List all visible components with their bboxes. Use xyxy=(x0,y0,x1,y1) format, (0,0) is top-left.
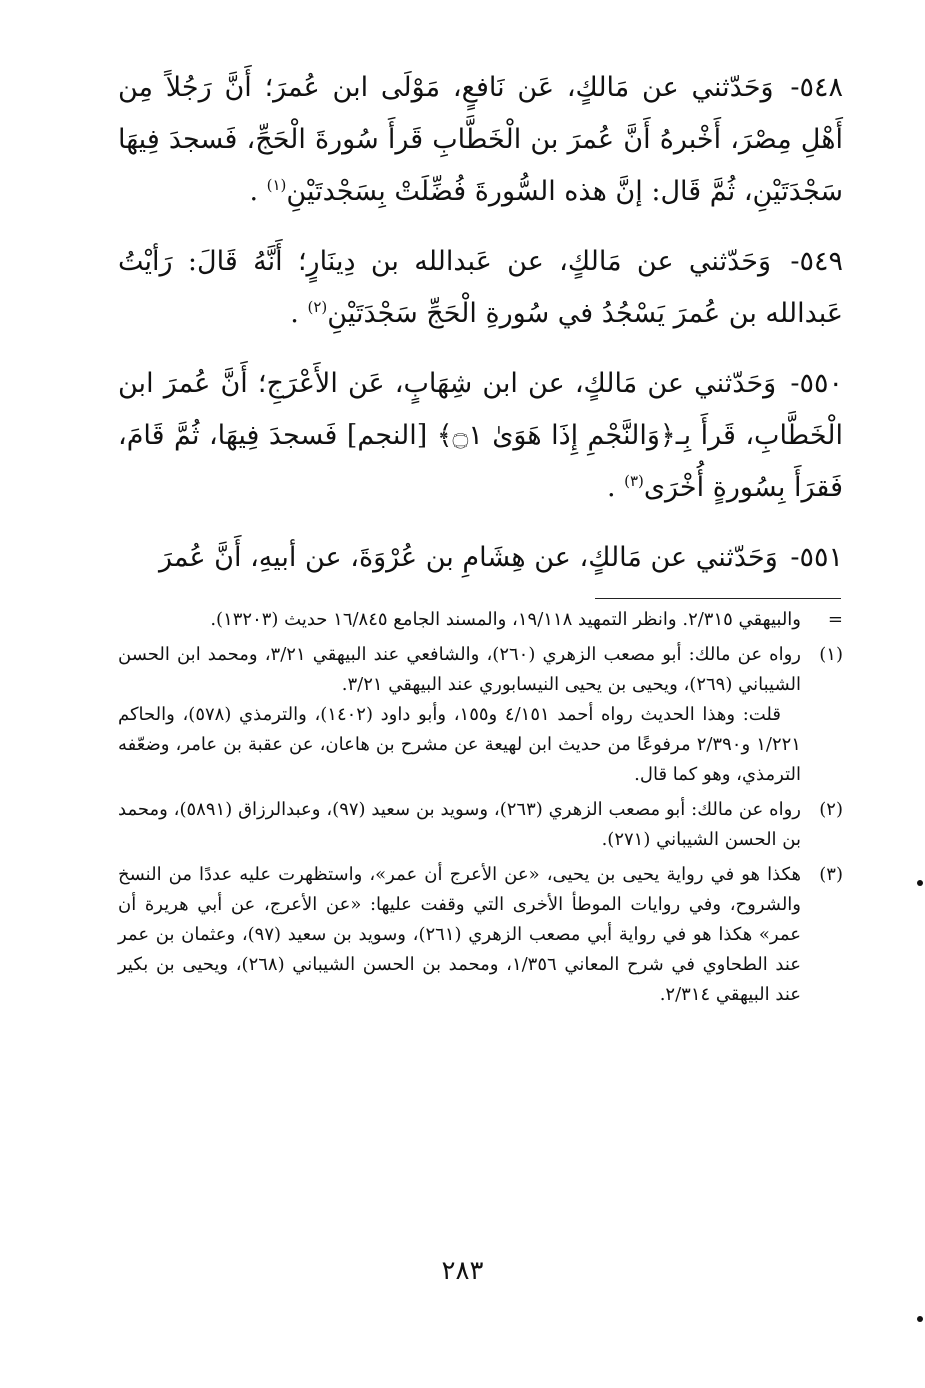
footnote-mark: (٢) xyxy=(819,799,843,820)
footnote-mark: (٣) xyxy=(819,864,843,885)
footnote-1 xyxy=(118,640,843,790)
footnote-paragraph: والبيهقي ٢/٣١٥. وانظر التمهيد ١٩/١١٨، والمسند الجامع ١٦/٨٤٥ حديث (١٣٢٠٣). xyxy=(210,609,801,630)
footnote-body xyxy=(118,640,801,790)
footnote-continuation xyxy=(118,605,843,635)
footnote-2 xyxy=(118,795,843,855)
hadith-number: ٥٥١- xyxy=(790,542,843,573)
quran-close-bracket: ﴾ xyxy=(436,420,453,451)
hadith-number: ٥٤٩- xyxy=(790,246,843,277)
scan-mark-dot xyxy=(917,880,923,886)
scan-mark-dot xyxy=(917,1316,923,1322)
footnote-paragraph: رواه عن مالك: أبو مصعب الزهري (٢٦٠)، والشافعي عند البيهقي ٣/٢١، ومحمد ابن الحسن الشيباني (٢٦٩)، ويحيى بن يحيى النيسابوري عند البيهقي ٣/٢١. xyxy=(118,644,801,695)
footnote-body xyxy=(118,605,801,635)
footnote-3 xyxy=(118,860,843,1010)
sentence-end: . xyxy=(290,298,299,329)
footnotes xyxy=(118,605,843,1015)
footnote-ref[interactable]: (٣) xyxy=(624,472,644,490)
footnote-ref[interactable]: (١) xyxy=(266,176,287,194)
quran-verse: وَالنَّجْمِ إِذَا هَوَىٰ ۝١ xyxy=(452,420,660,451)
hadith-text-continued: [النجم] فَسجدَ فِيهَا، ثُمَّ قَامَ، فَقرَأَ بِسُورةٍ أُخْرَى xyxy=(118,420,843,503)
footnote-ref[interactable]: (٢) xyxy=(307,298,328,316)
hadith-548 xyxy=(118,62,843,218)
footnote-body xyxy=(118,860,801,1010)
page-number: ٢٨٣ xyxy=(441,1256,484,1286)
footnote-divider xyxy=(595,598,841,599)
hadith-text: وَحَدّثني عن مَالكٍ، عن ابن شِهَابٍ، عَن الأَعْرَجِ؛ أَنَّ عُمرَ ابن الْخَطَّابِ، قَرأَ بِـ xyxy=(118,368,843,451)
hadith-text: وَحَدّثني عن مَالكٍ، عن هِشَامِ بن عُرْوَةَ، عن أبيهِ، أَنَّ عُمرَ xyxy=(158,542,778,573)
footnote-body xyxy=(118,795,801,855)
hadith-551 xyxy=(118,532,843,584)
hadith-550 xyxy=(118,358,843,514)
main-text xyxy=(118,62,843,602)
footnote-paragraph: قلت: وهذا الحديث رواه أحمد ٤/١٥١ و١٥٥، وأبو داود (١٤٠٢)، والترمذي (٥٧٨)، والحاكم ١/٢٢١ و٢/٣٩٠ مرفوعًا من حديث ابن لهيعة عن مشرح بن هاعان، عن عقبة بن عامر، وضعّفه الترمذي، وهو كما قال. xyxy=(118,704,801,785)
footnote-mark: (١) xyxy=(819,644,843,665)
hadith-text: وَحَدّثني عن مَالكٍ، عَن نَافعٍ، مَوْلَى ابن عُمرَ؛ أَنَّ رَجُلاً مِن أَهْلِ مِصْرَ، أَخْبرهُ أَنَّ عُمرَ بن الْخَطَّابِ قَرأَ سُورةَ الْحَجِّ، فَسجدَ فِيهَا سَجْدَتَيْنِ، ثُمَّ قَال: إنَّ هذه السُّورةَ فُضِّلَتْ بِسَجْدتَيْنِ xyxy=(118,72,843,207)
hadith-number: ٥٤٨- xyxy=(790,72,843,103)
hadith-number: ٥٥٠- xyxy=(790,368,843,399)
hadith-549 xyxy=(118,236,843,340)
footnote-paragraph: هكذا هو في رواية يحيى بن يحيى، «عن الأعرج أن عمر»، واستظهرت عليه عددًا من النسخ والشروح، وفي روايات الموطأ الأخرى التي وقفت عليها: «عن الأعرج، عن أبي هريرة أن عمر» هكذا هو في رواية أبي مصعب الزهري (٢٦١)، وسويد بن سعيد (٩٧)، وعثمان بن عمر عند الطحاوي في شرح المعاني ١/٣٥٦، ومحمد بن الحسن الشيباني (٢٦٨)، ويحيى بن بكير عند البيهقي ٢/٣١٤. xyxy=(118,864,801,1005)
sentence-end: . xyxy=(249,176,259,207)
hadith-text: وَحَدّثني عن مَالكٍ، عن عَبدالله بن دِينَارٍ؛ أَنَّهُ قَالَ: رَأيْتُ عَبدالله بن عُمرَ يَسْجُدُ في سُورةِ الْحَجِّ سَجْدَتَيْنِ xyxy=(118,246,843,329)
footnote-paragraph: رواه عن مالك: أبو مصعب الزهري (٢٦٣)، وسويد بن سعيد (٩٧)، وعبدالرزاق (٥٨٩١)، ومحمد بن الحسن الشيباني (٢٧١). xyxy=(118,799,801,850)
quran-open-bracket: ﴿ xyxy=(659,420,676,451)
footnote-mark: = xyxy=(827,609,843,630)
sentence-end: . xyxy=(606,472,616,503)
